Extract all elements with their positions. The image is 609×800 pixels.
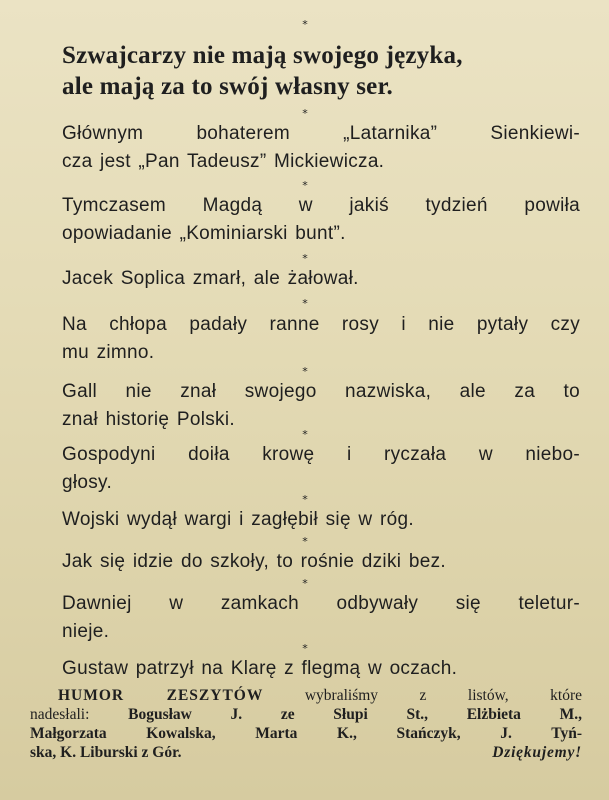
quote-line: Gospodyni doiła krowę i ryczała w niebo- bbox=[62, 444, 580, 465]
thanks-text: Dziękujemy! bbox=[492, 744, 582, 761]
separator-asterisk: * bbox=[302, 107, 308, 120]
headline bbox=[62, 40, 582, 102]
quote-item bbox=[62, 120, 580, 176]
separator-asterisk: * bbox=[302, 297, 308, 310]
credits-line bbox=[30, 743, 582, 762]
quote-line: Na chłopa padały ranne rosy i nie pytały czy bbox=[62, 314, 580, 335]
credits-text: nadesłali: bbox=[30, 706, 90, 723]
quote-line: nieje. bbox=[62, 621, 110, 642]
quote-line: Głównym bohaterem „Latarnika” Sienkiewi- bbox=[62, 123, 580, 144]
credits-caps: HUMOR ZESZYTÓW bbox=[58, 687, 264, 704]
headline-line-1: Szwajcarzy nie mają swojego języka, bbox=[62, 42, 463, 69]
quote-line: opowiadanie „Kominiarski bunt”. bbox=[62, 223, 346, 244]
quote-item bbox=[62, 265, 580, 293]
separator-asterisk: * bbox=[302, 428, 308, 441]
separator-asterisk: * bbox=[302, 642, 308, 655]
quote-item bbox=[62, 311, 580, 367]
quote-line: znał historię Polski. bbox=[62, 409, 235, 430]
separator-asterisk: * bbox=[302, 493, 308, 506]
credits-line bbox=[30, 686, 582, 705]
credits-text: wybraliśmy z listów, które bbox=[304, 687, 583, 704]
credits-names: ska, K. Liburski z Gór. bbox=[30, 744, 182, 761]
quote-line: głosy. bbox=[62, 472, 113, 493]
quote-line: cza jest „Pan Tadeusz” Mickiewicza. bbox=[62, 151, 385, 172]
credits-names: Bogusław J. ze Słupi St., Elżbieta M., bbox=[128, 706, 583, 723]
quote-line: Dawniej w zamkach odbywały się teletur- bbox=[62, 593, 580, 614]
credits-line bbox=[30, 705, 582, 724]
separator-asterisk: * bbox=[302, 18, 308, 31]
quote-item bbox=[62, 192, 580, 248]
quote-line: Gall nie znał swojego nazwiska, ale za to bbox=[62, 381, 580, 402]
quote-line: Tymczasem Magdą w jakiś tydzień powiła bbox=[62, 195, 580, 216]
quote-line: Jak się idzie do szkoły, to rośnie dziki bez. bbox=[62, 551, 446, 572]
credits-names: Małgorzata Kowalska, Marta K., Stańczyk, J. Tyń- bbox=[30, 725, 582, 742]
separator-asterisk: * bbox=[302, 577, 308, 590]
quote-item bbox=[62, 590, 580, 646]
separator-asterisk: * bbox=[302, 179, 308, 192]
credits-footer bbox=[30, 686, 582, 762]
quote-item bbox=[62, 548, 580, 576]
quote-line: Jacek Soplica zmarł, ale żałował. bbox=[62, 268, 359, 289]
quote-item bbox=[62, 378, 580, 434]
quote-line: Gustaw patrzył na Klarę z flegmą w oczach. bbox=[62, 658, 458, 679]
credits-line bbox=[30, 724, 582, 743]
headline-line-2: ale mają za to swój własny ser. bbox=[62, 73, 393, 100]
separator-asterisk: * bbox=[302, 252, 308, 265]
quote-item bbox=[62, 506, 580, 534]
quote-line: mu zimno. bbox=[62, 342, 155, 363]
quote-item bbox=[62, 655, 580, 683]
separator-asterisk: * bbox=[302, 535, 308, 548]
separator-asterisk: * bbox=[302, 365, 308, 378]
quote-line: Wojski wydął wargi i zagłębił się w róg. bbox=[62, 509, 414, 530]
quote-item bbox=[62, 441, 580, 497]
